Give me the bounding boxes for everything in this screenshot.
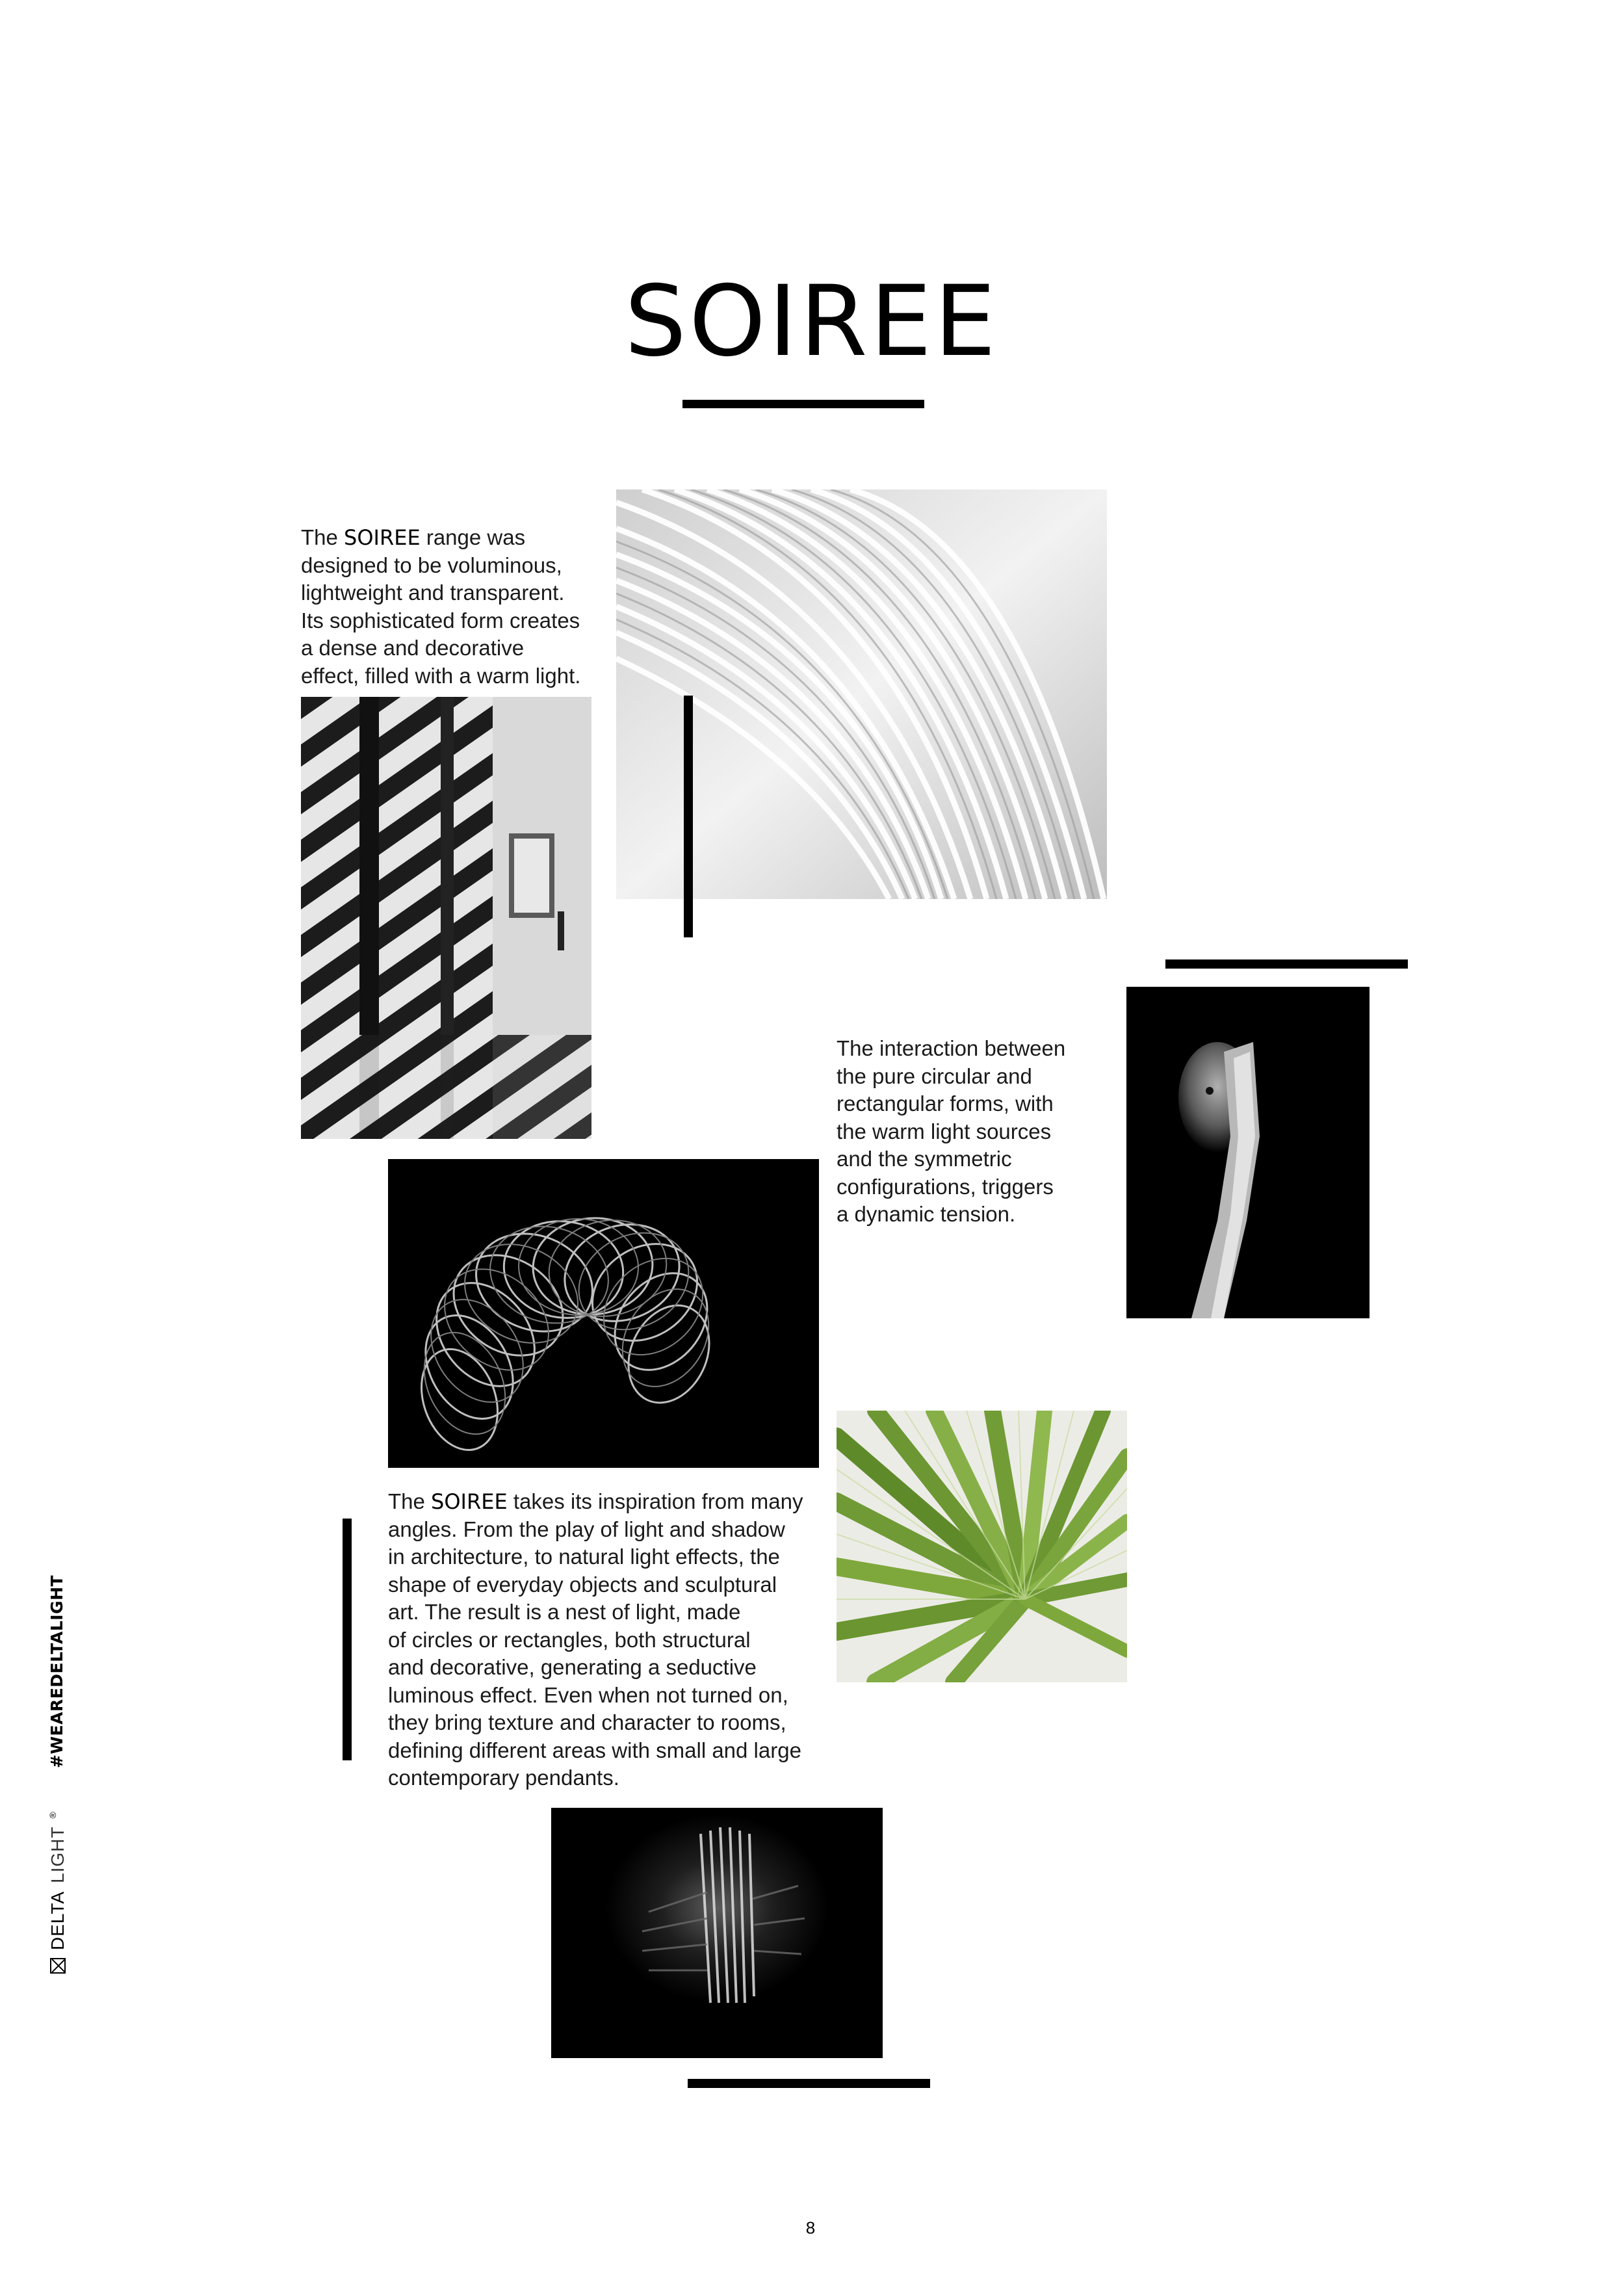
- inspiration-line: they bring texture and character to rooms,: [388, 1710, 786, 1734]
- inspiration-line-1: The SOIREE takes its inspiration from many: [388, 1489, 803, 1514]
- inspiration-line: contemporary pendants.: [388, 1766, 619, 1790]
- intro-paragraph: [301, 524, 606, 690]
- interaction-line: The interaction between: [837, 1036, 1066, 1060]
- inspiration-paragraph: [388, 1488, 830, 1792]
- interaction-paragraph: [837, 1035, 1097, 1229]
- interaction-line: rectangular forms, with: [837, 1091, 1054, 1115]
- interaction-line: the warm light sources: [837, 1119, 1052, 1143]
- intro-line: Its sophisticated form creates: [301, 608, 580, 633]
- photo-light-beams: [551, 1808, 883, 2058]
- interaction-line: the pure circular and: [837, 1063, 1032, 1088]
- accent-bar-horizontal-1: [1165, 959, 1408, 969]
- intro-line: a dense and decorative: [301, 636, 525, 660]
- title-underline: [682, 400, 924, 408]
- accent-bar-vertical-2: [343, 1519, 352, 1760]
- inspiration-line: in architecture, to natural light effects, the: [388, 1545, 780, 1569]
- inspiration-line: luminous effect. Even when not turned on,: [388, 1682, 788, 1707]
- inspiration-line: shape of everyday objects and sculptural: [388, 1572, 777, 1597]
- accent-bar-vertical-1: [684, 696, 693, 937]
- photo-shadow-stripes: [301, 697, 591, 1139]
- inspiration-line: defining different areas with small and large: [388, 1738, 801, 1762]
- page-number: 8: [805, 2218, 816, 2237]
- interaction-line: a dynamic tension.: [837, 1202, 1016, 1226]
- intro-line: designed to be voluminous,: [301, 553, 562, 577]
- accent-bar-horizontal-2: [688, 2079, 930, 2088]
- intro-line: effect, filled with a warm light.: [301, 663, 581, 688]
- interaction-line: and the symmetric: [837, 1147, 1012, 1171]
- intro-line-1: The SOIREE range was: [301, 525, 526, 550]
- intro-line: lightweight and transparent.: [301, 581, 565, 605]
- interaction-line: configurations, triggers: [837, 1174, 1054, 1199]
- page-title: SOIREE: [624, 265, 999, 378]
- inspiration-line: angles. From the play of light and shadow: [388, 1517, 785, 1541]
- inspiration-brand: SOIREE: [431, 1489, 508, 1514]
- inspiration-line: of circles or rectangles, both structural: [388, 1627, 751, 1652]
- delta-light-logo-icon: [50, 1958, 66, 1974]
- brand-logo: DELTA LIGHT ®: [47, 1812, 68, 1974]
- inspiration-line: art. The result is a nest of light, made: [388, 1600, 741, 1624]
- hashtag-label: #WEAREDELTALIGHT: [47, 1574, 66, 1768]
- inspiration-line: and decorative, generating a seductive: [388, 1655, 757, 1679]
- photo-portrait: [1126, 987, 1370, 1318]
- photo-slinky: [388, 1159, 819, 1468]
- intro-brand: SOIREE: [344, 525, 421, 550]
- photo-palm-leaf: [837, 1411, 1127, 1682]
